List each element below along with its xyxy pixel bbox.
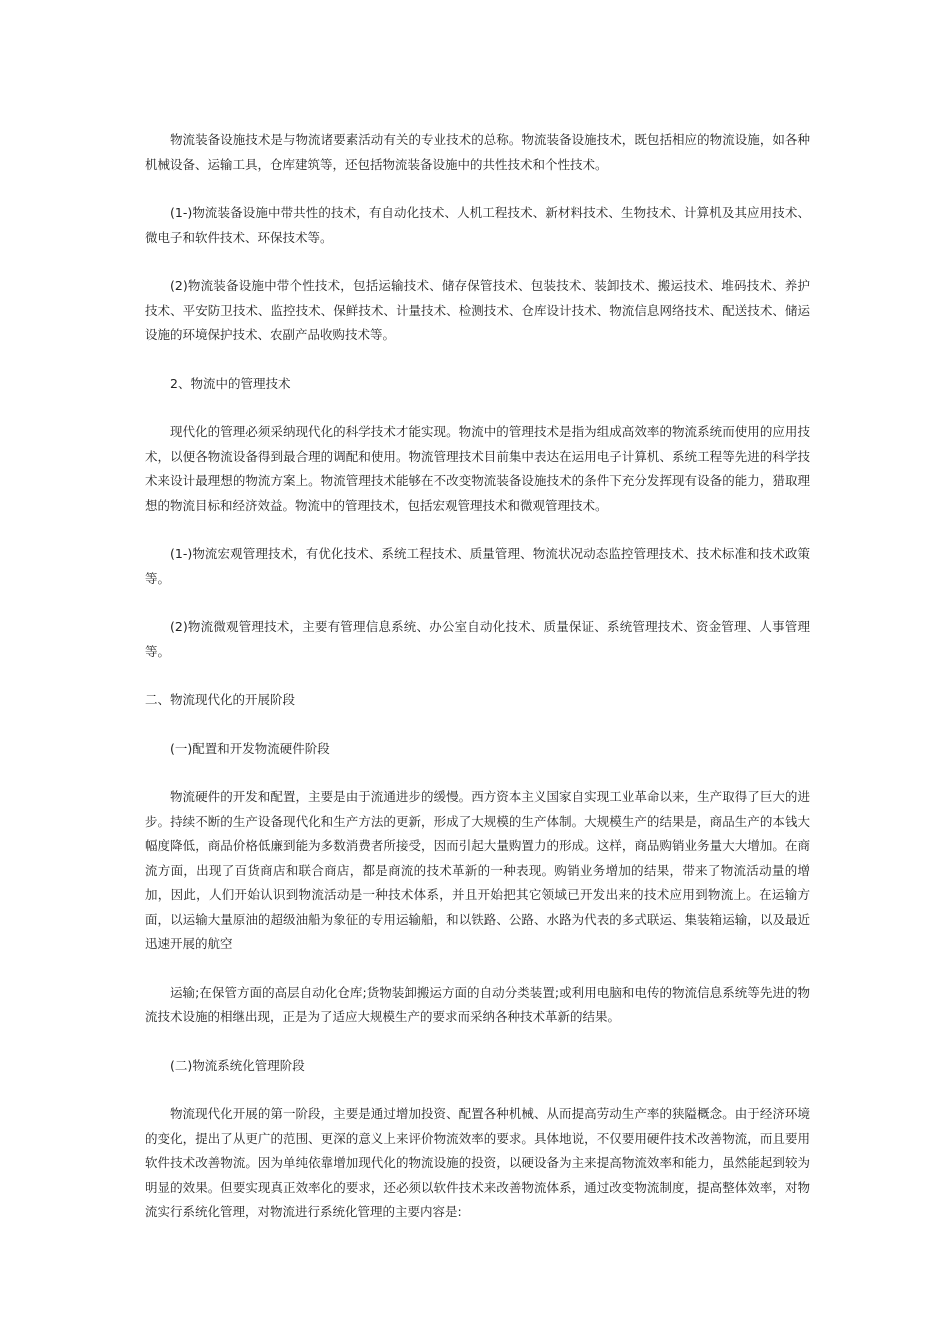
section-heading-stages: 二、物流现代化的开展阶段 <box>145 692 296 707</box>
subheading-hardware-stage: (一)配置和开发物流硬件阶段 <box>170 740 330 756</box>
paragraph-macro-management: (1-)物流宏观管理技术，有优化技术、系统工程技术、质量管理、物流状况动态监控管理技术、技术标准和技术政策等。 <box>145 546 810 586</box>
paragraph-system-stage: 物流现代化开展的第一阶段，主要是通过增加投资、配置各种机械、从而提高劳动生产率的狭隘概念。由于经济环境的变化，提出了从更广的范围、更深的意义上来评价物流效率的要求。具体地说，不仅要用硬件技术改善物流，而且要用软件技术改善物流。因为单纯依靠增加现代化的物流设施的投资，以硬设备为主来提高物流效率和能力，虽然能起到较为明显的效果。但要实现真正效率化的要求，还必须以软件技术来改善物流体系，通过改变物流制度，提高整体效率，对物流实行系统化管理，对物流进行系统化管理的主要内容是: <box>145 1106 810 1219</box>
subheading-system-stage: (二)物流系统化管理阶段 <box>170 1057 305 1073</box>
paragraph-micro-management: (2)物流微观管理技术，主要有管理信息系统、办公室自动化技术、质量保证、系统管理技术、资金管理、人事管理等。 <box>145 619 810 659</box>
paragraph-individual-tech: (2)物流装备设施中带个性技术，包括运输技术、储存保管技术、包装技术、装卸技术、搬运技术、堆码技术、养护技术、平安防卫技术、监控技术、保鲜技术、计量技术、检测技术、仓库设计技术、物流信息网络技术、配送技术、储运设施的环境保护技术、农副产品收购技术等。 <box>145 278 810 342</box>
paragraph-management-tech: 现代化的管理必须采纳现代化的科学技术才能实现。物流中的管理技术是指为组成高效率的物流系统而使用的应用技术，以便各物流设备得到最合理的调配和使用。物流管理技术目前集中表达在运用电子计算机、系统工程等先进的科学技术来设计最理想的物流方案上。物流管理技术能够在不改变物流装备设施技术的条件下充分发挥现有设备的能力，猎取理想的物流目标和经济效益。物流中的管理技术，包括宏观管理技术和微观管理技术。 <box>145 424 810 513</box>
document-body <box>145 128 810 1225</box>
paragraph-common-tech: (1-)物流装备设施中带共性的技术，有自动化技术、人机工程技术、新材料技术、生物技术、计算机及其应用技术、微电子和软件技术、环保技术等。 <box>145 205 810 245</box>
section-heading-management-tech: 2、物流中的管理技术 <box>170 375 291 391</box>
paragraph-hardware-stage-cont: 运输;在保管方面的高层自动化仓库;货物装卸搬运方面的自动分类装置;或利用电脑和电传的物流信息系统等先进的物流技术设施的相继出现，正是为了适应大规模生产的要求而采纳各种技术革新的结果。 <box>145 984 810 1024</box>
paragraph-intro: 物流装备设施技术是与物流诸要素活动有关的专业技术的总称。物流装备设施技术，既包括相应的物流设施，如各种机械设备、运输工具，仓库建筑等，还包括物流装备设施中的共性技术和个性技术。 <box>145 132 810 172</box>
paragraph-hardware-stage: 物流硬件的开发和配置，主要是由于流通进步的缓慢。西方资本主义国家自实现工业革命以来，生产取得了巨大的进步。持续不断的生产设备现代化和生产方法的更新，形成了大规模的生产体制。大规模生产的结果是，商品生产的本钱大幅度降低，商品价格低廉到能为多数消费者所接受，因而引起大量购置力的形成。这样，商品购销业务量大大增加。在商流方面，出现了百货商店和联合商店，都是商流的技术革新的一种表现。购销业务增加的结果，带来了物流活动量的增加，因此，人们开始认识到物流活动是一种技术体系，并且开始把其它领域已开发出来的技术应用到物流上。在运输方面，以运输大量原油的超级油船为象征的专用运输船，和以铁路、公路、水路为代表的多式联运、集装箱运输，以及最近迅速开展的航空 <box>145 789 810 951</box>
